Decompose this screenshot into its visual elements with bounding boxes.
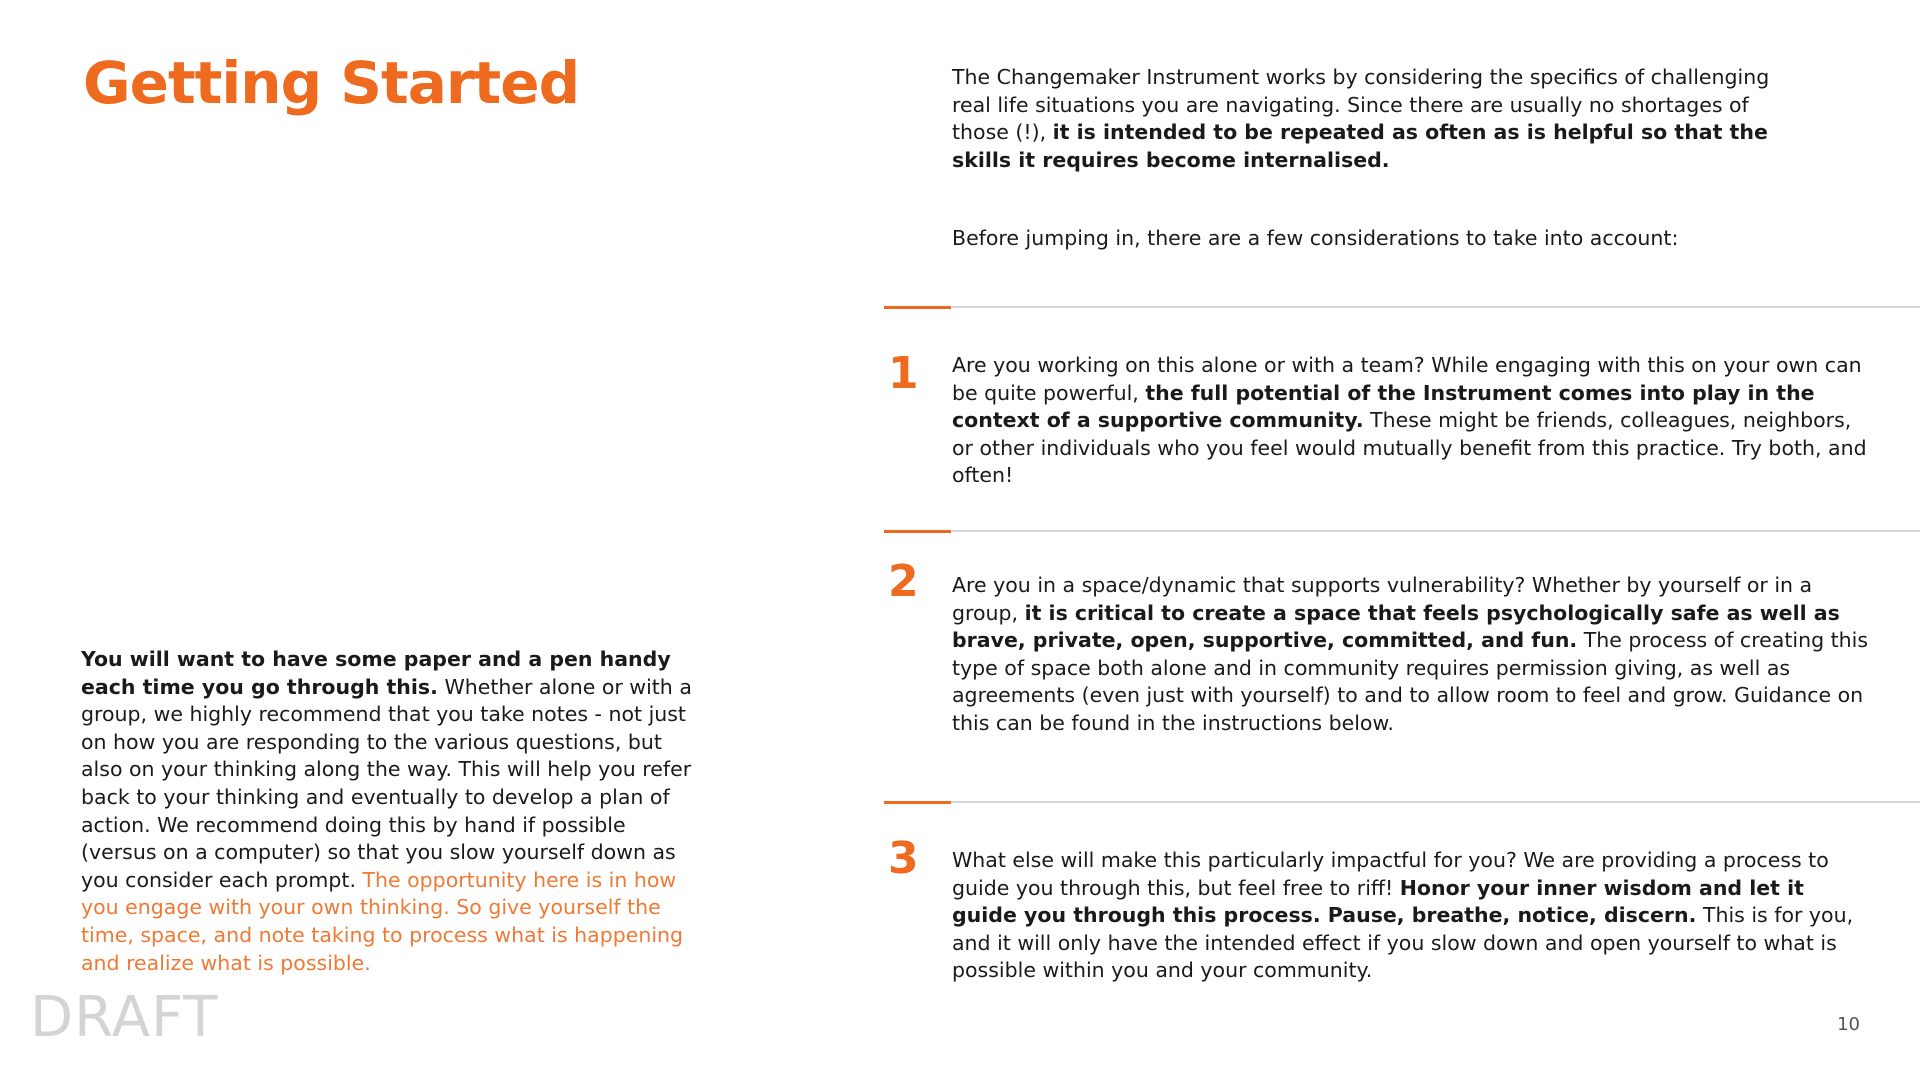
consideration-text-1 [952, 352, 1872, 490]
section-divider-3 [884, 801, 1920, 803]
consideration-1-text-after: These might be friends, colleagues, neighbors, or other individuals who you feel would mutually benefit from this practice. Try both, and often! [952, 408, 1867, 488]
divider-accent [884, 306, 951, 309]
intro-paragraph [952, 64, 1772, 174]
intro-section [952, 64, 1772, 253]
intro-paragraph-bold: it is intended to be repeated as often as is helpful so that the skills it requires become internalised. [952, 120, 1768, 172]
consideration-text-2 [952, 572, 1872, 738]
consideration-2-bold: it is critical to create a space that feels psychologically safe as well as brave, private, open, supportive, committed, and fun. [952, 600, 1840, 653]
consideration-3-text-after: This is for you, and it will only have the intended effect if you slow down and open yourself to what is possible within you and your community. [952, 903, 1854, 983]
section-divider-1 [884, 306, 1920, 308]
consideration-text-3 [952, 847, 1872, 985]
intro-paragraph-text: The Changemaker Instrument works by considering the specifics of challenging real life situations you are navigating. Since there are usually no shortages of those (!), [952, 65, 1770, 145]
page-title: Getting Started [83, 49, 580, 117]
draft-watermark: DRAFT [30, 985, 219, 1050]
consideration-3-bold: Honor your inner wisdom and let it guide you through this process. Pause, breathe, notice, discern. [952, 875, 1804, 928]
consideration-number-2: 2 [888, 556, 919, 607]
notes-guidance-highlight: The opportunity here is in how you engage with your own thinking. So give yourself the time, space, and note taking to process what is happening and realize what is possible. [81, 867, 684, 975]
notes-guidance-bold: You will want to have some paper and a pen handy each time you go through this. [81, 647, 671, 699]
section-divider-2 [884, 530, 1920, 532]
considerations-lead: Before jumping in, there are a few considerations to take into account: [952, 226, 1679, 251]
consideration-2-text-after: The process of creating this type of space both alone and in community requires permission giving, as well as agreements (even just with yourself) to and to allow room to feel and grow. Guidance on this can be found in the instructions below. [952, 628, 1869, 735]
consideration-1-bold: the full potential of the Instrument comes into play in the context of a supportive community. [952, 380, 1815, 433]
consideration-3-text: What else will make this particularly impactful for you? We are providing a process to guide you through this, but feel free to riff! [952, 848, 1829, 900]
divider-accent [884, 801, 951, 804]
page-number: 10 [1837, 1014, 1860, 1035]
consideration-number-1: 1 [888, 348, 919, 399]
consideration-2-text: Are you in a space/dynamic that supports vulnerability? Whether by yourself or in a group, [952, 573, 1813, 625]
divider-accent [884, 530, 951, 533]
consideration-number-3: 3 [888, 833, 919, 884]
consideration-1-text: Are you working on this alone or with a team? While engaging with this on your own can be quite powerful, [952, 353, 1862, 405]
notes-guidance-paragraph [81, 646, 706, 977]
notes-guidance-body: Whether alone or with a group, we highly recommend that you take notes - not just on how you are responding to the various questions, but also on your thinking along the way. This will help you refer back to your thinking and eventually to develop a plan of action. We recommend doing this by hand if possible (versus on a computer) so that you slow yourself down as you consider each prompt. [81, 674, 692, 892]
